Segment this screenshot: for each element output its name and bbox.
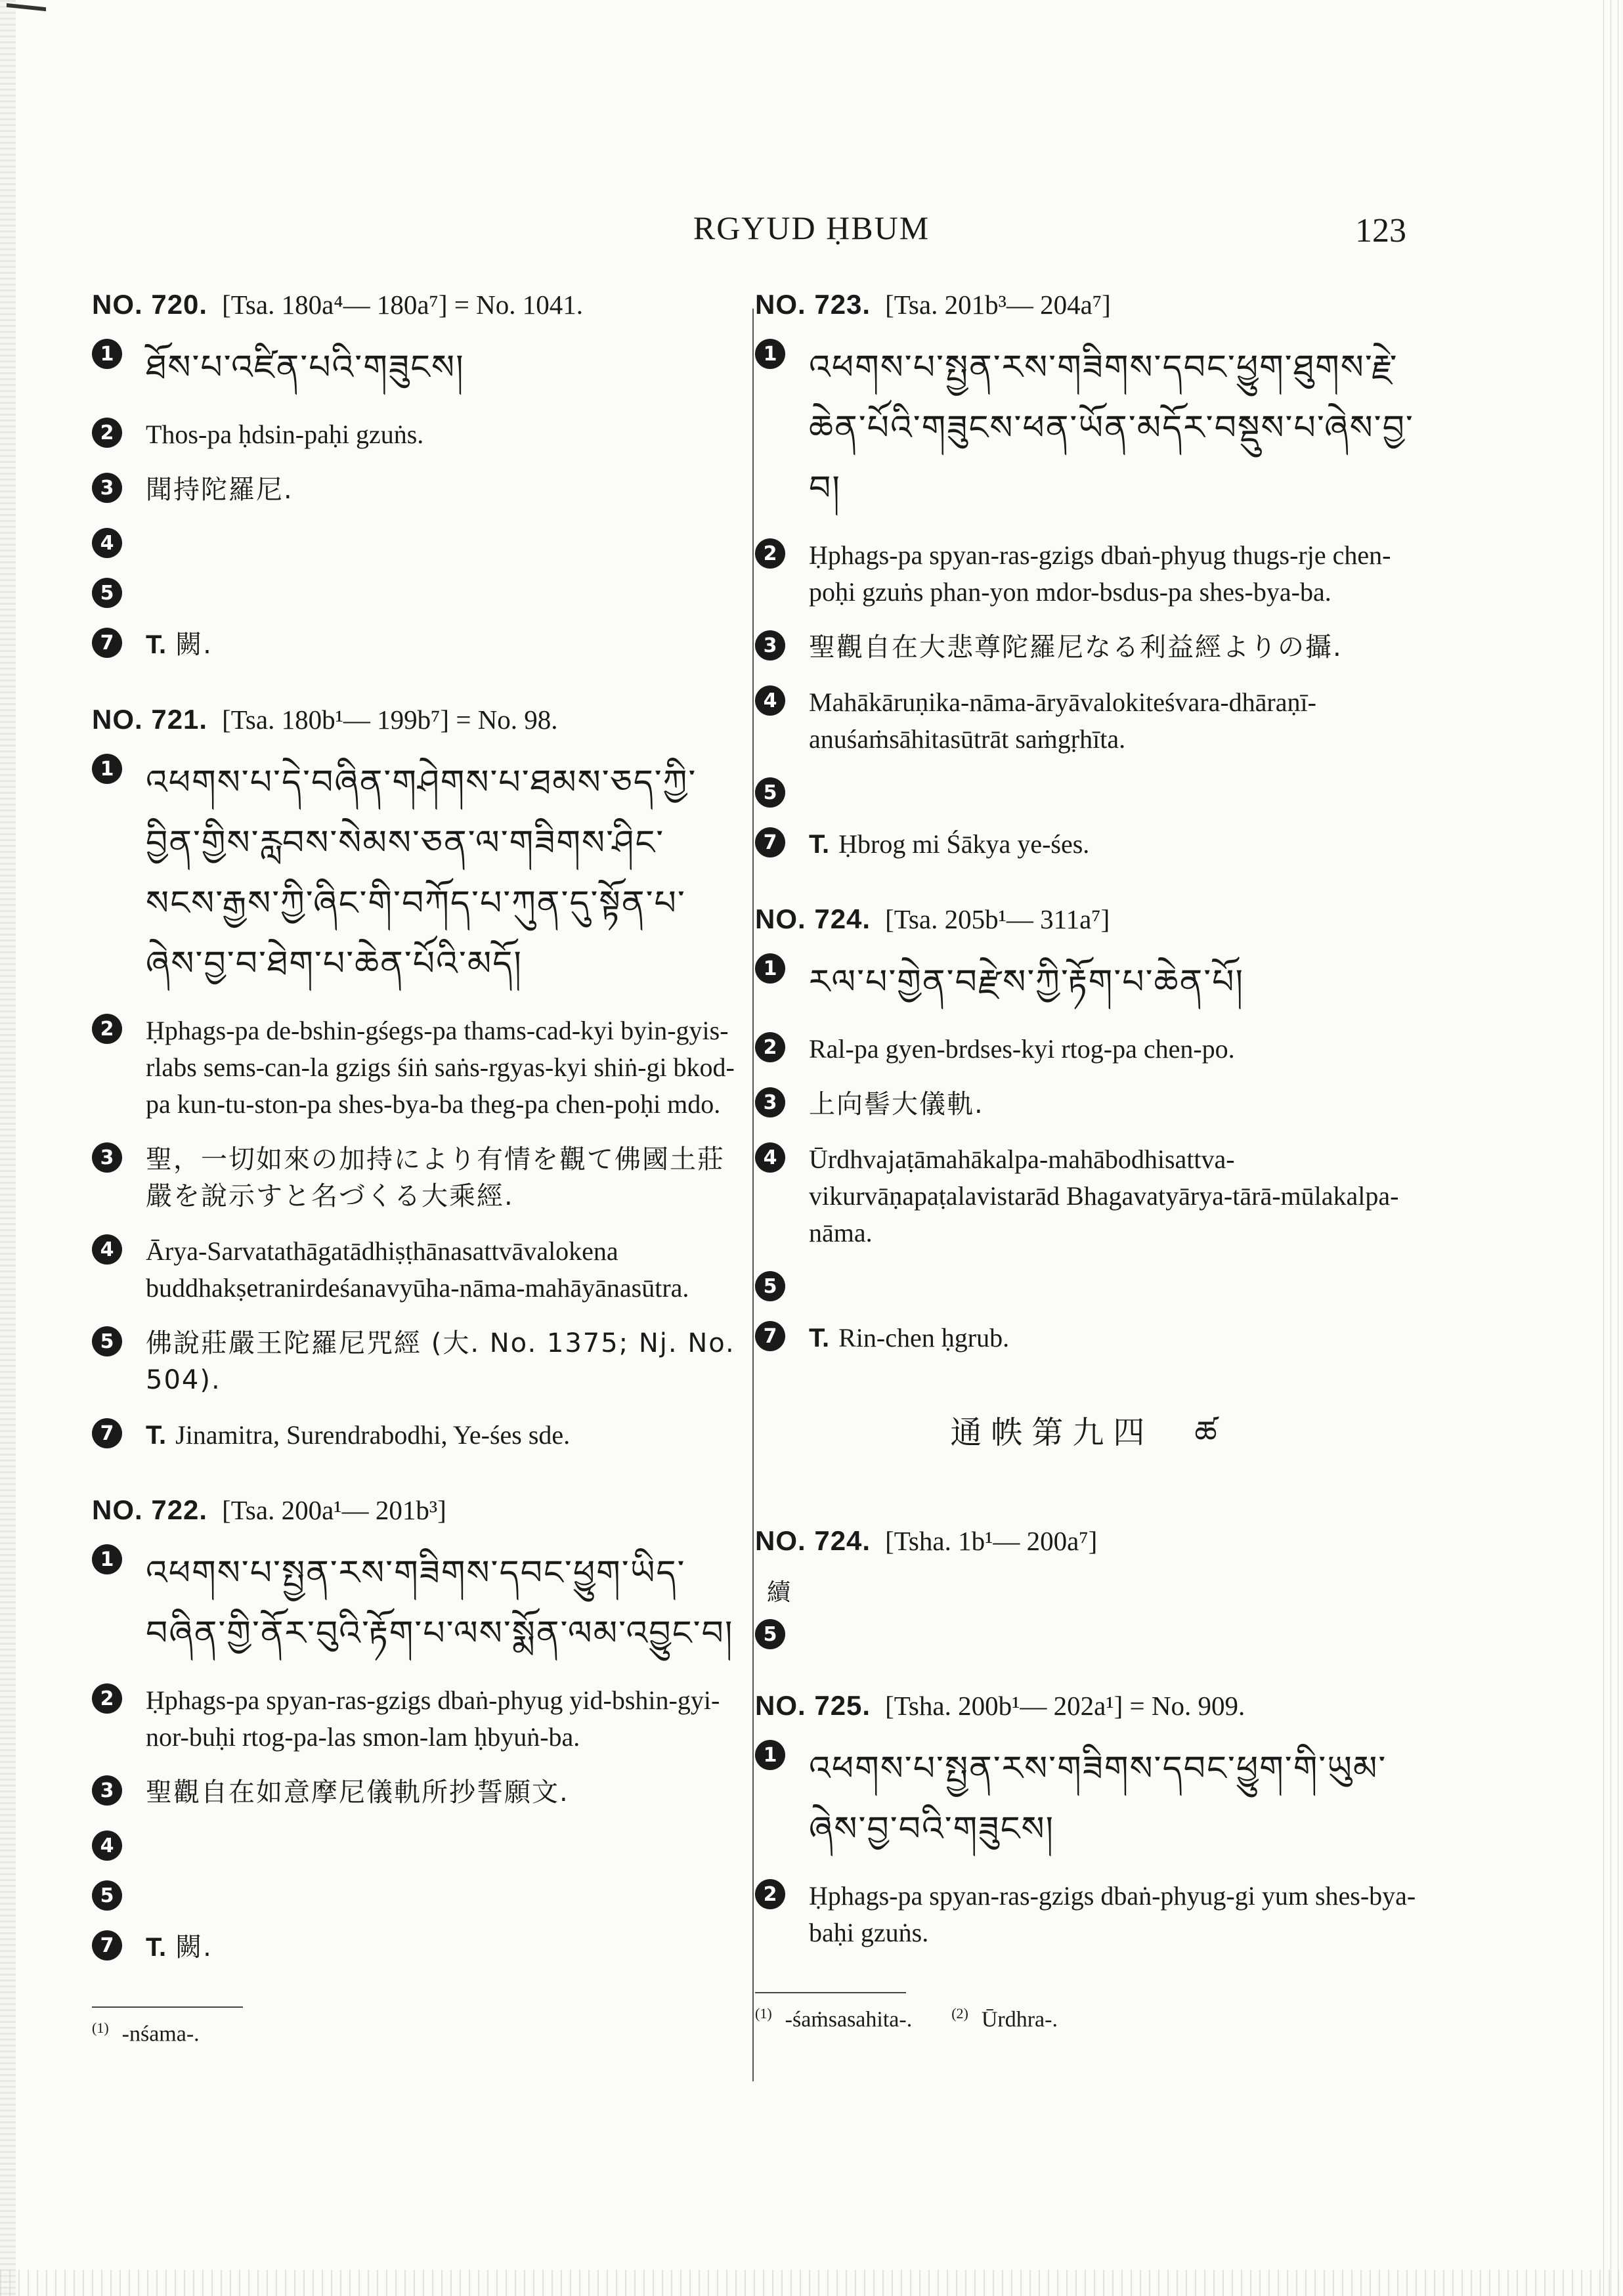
footnote-mark: (2) — [951, 2005, 968, 2022]
item-number-badge: 4 — [755, 1142, 785, 1173]
entry-724-continued — [755, 1525, 1421, 1649]
item-number-badge: 3 — [755, 1087, 785, 1117]
item-number-badge: 5 — [92, 578, 122, 608]
item-number-badge: 4 — [92, 1830, 122, 1861]
entry-number: NO. 720. — [92, 289, 208, 320]
chinese-reference-line — [755, 1618, 1421, 1649]
entry-number: NO. 722. — [92, 1494, 208, 1525]
entry-reference: [Tsa. 180a⁴— 180a⁷] = No. 1041. — [222, 290, 583, 320]
chinese-title: 上向髻大儀軌. — [809, 1089, 984, 1119]
footnote-rule — [92, 2006, 243, 2008]
translator-label: T. — [809, 1324, 830, 1353]
translator-label: T. — [809, 830, 830, 859]
entry-number: NO. 721. — [92, 704, 208, 735]
item-number-badge: 7 — [92, 1930, 122, 1960]
translator-line — [755, 1320, 1421, 1356]
entry-number: NO. 725. — [755, 1690, 871, 1721]
sanskrit-title: Mahākāruṇika-nāma-āryāvalokiteśvara-dhāraṇī-anuśaṁsāhitasūtrāt saṁgṛhīta. — [809, 687, 1316, 754]
tibetan-title-line — [755, 1739, 1421, 1859]
entry-reference: [Tsha. 200b¹— 202a¹] = No. 909. — [885, 1691, 1245, 1721]
tibetan-title: འཕགས་པ་སྤྱན་རས་གཟིགས་དབང་ཕྱུག་གི་ཡུམ་ཞེས་བྱ་བའི་གཟུངས། — [809, 1749, 1387, 1849]
chinese-reference-line — [755, 1270, 1421, 1301]
chinese-title: 聖，一切如來の加持により有情を觀て佛國土莊嚴を說示すと名づくる大乘經. — [146, 1144, 725, 1211]
item-number-badge: 4 — [755, 685, 785, 716]
item-number-badge: 1 — [92, 754, 122, 784]
translator: Jinamitra, Surendrabodhi, Ye-śes sde. — [175, 1420, 571, 1450]
transliteration-line — [92, 1012, 742, 1123]
translator-line — [755, 826, 1421, 863]
scan-edge-right — [1597, 0, 1623, 2296]
entry-heading — [755, 289, 1421, 320]
transliteration: Ḥphags-pa spyan-ras-gzigs dbaṅ-phyug-gi yum shes-bya-baḥi gzuṅs. — [809, 1881, 1416, 1947]
translator-label: T. — [146, 1933, 167, 1962]
item-number-badge: 2 — [755, 1879, 785, 1909]
chinese-title: 聖觀自在如意摩尼儀軌所抄誓願文. — [146, 1777, 569, 1808]
translator: Rin-chen ḥgrub. — [838, 1323, 1010, 1353]
right-column — [755, 289, 1421, 2032]
sanskrit-title-line — [755, 1141, 1421, 1251]
item-number-badge: 7 — [92, 1418, 122, 1448]
entry-heading — [755, 903, 1421, 935]
entry-723 — [755, 289, 1421, 863]
translator-label: T. — [146, 630, 167, 659]
chinese-title-line — [92, 1141, 742, 1215]
entry-reference: [Tsa. 200a¹— 201b³] — [222, 1495, 446, 1525]
sanskrit-title-line — [92, 1829, 742, 1861]
item-number-badge: 3 — [92, 1775, 122, 1806]
footnotes-left — [92, 2020, 742, 2047]
item-number-badge: 2 — [92, 418, 122, 448]
item-number-badge: 7 — [92, 628, 122, 658]
transliteration: Ḥphags-pa de-bshin-gśegs-pa thams-cad-kyi byin-gyis-rlabs sems-can-la gzigs śiṅ saṅs-rgyas-kyi shiṅ-gi bkod-pa kun-tu-ston-pa shes-bya-ba theg-pa chen-poḥi mdo. — [146, 1016, 735, 1119]
item-number-badge: 1 — [755, 339, 785, 369]
translator-label: T. — [146, 1421, 167, 1450]
tibetan-title: རལ་པ་གྱེན་བརྫེས་ཀྱི་རྟོག་པ་ཆེན་པོ། — [809, 963, 1245, 1002]
transliteration: Ḥphags-pa spyan-ras-gzigs dbaṅ-phyug yid-bshin-gyi-nor-buḥi rtog-pa-las smon-lam ḥbyuṅ-ba. — [146, 1685, 720, 1752]
item-number-badge: 5 — [755, 777, 785, 808]
item-number-badge: 1 — [755, 953, 785, 984]
tibetan-title-line — [755, 952, 1421, 1012]
chinese-title-line — [755, 629, 1421, 666]
translator-line — [92, 1417, 742, 1454]
sanskrit-title: Ārya-Sarvatathāgatādhiṣṭhānasattvāvalokena buddhakṣetranirdeśanavyūha-nāma-mahāyānasūtra. — [146, 1236, 689, 1303]
item-number-badge: 2 — [92, 1683, 122, 1714]
item-number-badge: 7 — [755, 1321, 785, 1351]
entry-724 — [755, 903, 1421, 1356]
item-number-badge: 3 — [92, 1142, 122, 1173]
page-number: 123 — [1355, 212, 1406, 249]
item-number-badge: 2 — [92, 1014, 122, 1044]
chinese-title: 聖觀自在大悲尊陀羅尼なる利益經よりの攝. — [809, 632, 1343, 662]
tibetan-title: ཐོས་པ་འཛིན་པའི་གཟུངས། — [146, 348, 465, 387]
column-divider — [752, 309, 754, 2081]
chinese-title-line — [92, 471, 742, 508]
entry-number: NO. 723. — [755, 289, 871, 320]
scan-edge-bottom — [0, 2270, 1623, 2296]
item-number-badge: 4 — [92, 528, 122, 558]
running-head: RGYUD ḤBUM — [693, 209, 930, 246]
footnote-mark: (1) — [92, 2020, 109, 2036]
transliteration-line — [755, 537, 1421, 611]
left-column — [92, 289, 742, 2047]
tibetan-title: འཕགས་པ་སྤྱན་རས་གཟིགས་དབང་ཕྱུག་ཐུགས་རྗེ་ཆེན་པོའི་གཟུངས་ཕན་ཡོན་མདོར་བསྡུས་པ་ཞེས་བྱ་བ། — [809, 348, 1414, 508]
sanskrit-title-line — [92, 1233, 742, 1307]
entry-heading — [755, 1690, 1421, 1722]
entry-number: NO. 724. — [755, 903, 871, 934]
transliteration-line — [755, 1031, 1421, 1068]
footnotes-right — [755, 2005, 1421, 2032]
tibetan-title-line — [92, 337, 742, 398]
transliteration: Ral-pa gyen-brdses-kyi rtog-pa chen-po. — [809, 1034, 1235, 1064]
item-number-badge: 4 — [92, 1234, 122, 1265]
entry-reference: [Tsa. 180b¹— 199b⁷] = No. 98. — [222, 704, 558, 735]
sanskrit-title-line — [92, 527, 742, 558]
continued-label: 續 — [767, 1579, 791, 1606]
footnote-text: Ūrdhra-. — [981, 2007, 1058, 2032]
item-number-badge: 3 — [92, 473, 122, 503]
item-number-badge: 2 — [755, 538, 785, 569]
transliteration: Thos-pa ḥdsin-paḥi gzuṅs. — [146, 420, 424, 449]
entry-720 — [92, 289, 742, 663]
chinese-reference-line — [92, 1325, 742, 1398]
transliteration-line — [92, 416, 742, 453]
tibetan-title-line — [92, 1543, 742, 1664]
item-number-badge: 1 — [92, 339, 122, 369]
entry-721 — [92, 704, 742, 1454]
item-number-badge: 5 — [92, 1880, 122, 1911]
item-number-badge: 1 — [755, 1740, 785, 1770]
footnote-text: -nśama-. — [121, 2022, 200, 2047]
entry-725 — [755, 1690, 1421, 1951]
entry-reference: [Tsa. 205b¹— 311a⁷] — [885, 904, 1110, 934]
entry-reference: [Tsa. 201b³— 204a⁷] — [885, 290, 1111, 320]
tibetan-title-line — [92, 752, 742, 994]
item-number-badge: 5 — [92, 1326, 122, 1356]
scan-edge-left — [0, 0, 16, 2296]
item-number-badge: 2 — [755, 1032, 785, 1062]
chinese-title: 聞持陀羅尼. — [146, 475, 293, 505]
chinese-title-line — [755, 1086, 1421, 1123]
sanskrit-title: Ūrdhvajaṭāmahākalpa-mahābodhisattva-vikurvāṇapaṭalavistarād Bhagavatyārya-tārā-mūlakalpa-nāma. — [809, 1144, 1399, 1247]
chinese-reference-line — [92, 576, 742, 608]
item-number-badge: 5 — [755, 1271, 785, 1301]
transliteration-line — [755, 1878, 1421, 1951]
entry-heading — [92, 289, 742, 320]
translator: 闕. — [175, 630, 213, 660]
translator-line — [92, 1929, 742, 1966]
entry-heading — [92, 704, 742, 735]
footnote-text: -śaṁsasahita-. — [785, 2007, 913, 2032]
chinese-reference-line — [755, 776, 1421, 808]
transliteration-line — [92, 1682, 742, 1756]
footnote-mark: (1) — [755, 2005, 772, 2022]
translator: 闕. — [175, 1932, 213, 1962]
item-number-badge: 5 — [755, 1619, 785, 1649]
item-number-badge: 3 — [755, 630, 785, 661]
footnote-rule — [755, 1992, 906, 1993]
volume-heading: 通帙第九四 ཚ — [950, 1414, 1226, 1451]
translator-line — [92, 626, 742, 663]
entry-722 — [92, 1494, 742, 1966]
entry-heading — [92, 1494, 742, 1526]
entry-heading — [755, 1525, 1421, 1557]
entry-reference: [Tsha. 1b¹— 200a⁷] — [885, 1526, 1098, 1556]
entry-number: NO. 724. — [755, 1525, 871, 1556]
tibetan-title: འཕགས་པ་དེ་བཞིན་གཤེགས་པ་ཐམས་ཅད་ཀྱི་བྱིན་གྱིས་རླབས་སེམས་ཅན་ལ་གཟིགས་ཤིང་སངས་རྒྱས་ཀྱི་ཞིང་གི་བཀོད་པ་ཀུན་དུ་སྟོན་པ་ཞེས་བྱ་བ་ཐེག་པ་ཆེན་པོའི་མདོ། — [146, 763, 697, 984]
item-number-badge: 1 — [92, 1544, 122, 1574]
chinese-reference-line — [92, 1879, 742, 1911]
sanskrit-title-line — [755, 684, 1421, 758]
transliteration: Ḥphags-pa spyan-ras-gzigs dbaṅ-phyug thugs-rje chen-poḥi gzuṅs phan-yon mdor-bsdus-pa shes-bya-ba. — [809, 540, 1391, 607]
chinese-reference: 佛說莊嚴王陀羅尼咒經 (大. No. 1375; Nj. No. 504). — [146, 1328, 735, 1395]
tibetan-title: འཕགས་པ་སྤྱན་རས་གཟིགས་དབང་ཕྱུག་ཡིད་བཞིན་གྱི་ནོར་བུའི་རྟོག་པ་ལས་སྨོན་ལམ་འབྱུང་བ། — [146, 1553, 734, 1653]
translator: Ḥbrog mi Śākya ye-śes. — [838, 829, 1090, 859]
item-number-badge: 7 — [755, 827, 785, 857]
tibetan-title-line — [755, 337, 1421, 519]
chinese-title-line — [92, 1774, 742, 1811]
